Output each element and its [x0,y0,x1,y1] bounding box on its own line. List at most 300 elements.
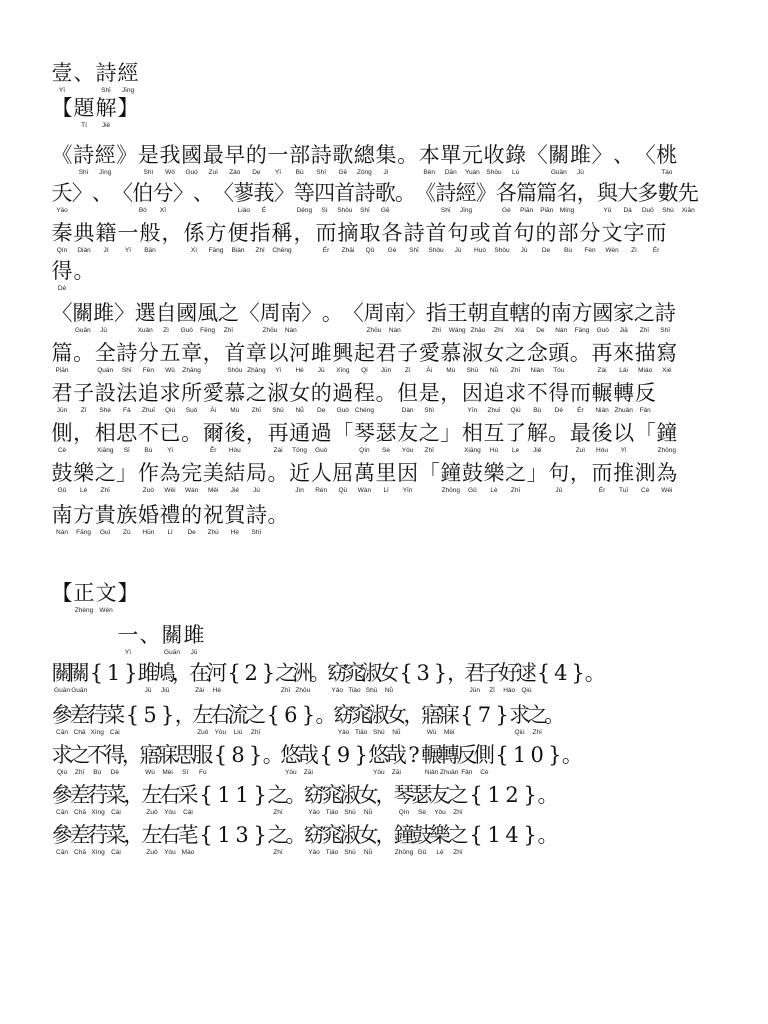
pinyin-label: Zài [597,367,607,374]
hanzi-char: 名 [556,181,578,205]
hanzi-char: 〈 [51,301,73,325]
hanzi-char: 程 [353,381,375,405]
hanzi-char: 子 [481,661,503,685]
pinyin-label: Fǎn [639,407,651,414]
pinyin-label: Zhāng [182,367,201,374]
hanzi-char: 《 [51,143,73,167]
text-line [0,622,768,662]
hanzi-char: 雎 [310,341,332,365]
pinyin-label: Xuǎn [137,327,153,334]
pinyin-label: Rén [315,487,328,494]
hanzi-char: 鐘 [656,421,678,445]
hanzi-char: 之 [526,703,548,727]
hanzi-char: 輾 [591,381,613,405]
pinyin-label: Jié [230,487,239,494]
hanzi-char: 。 [569,341,591,365]
hanzi-char: 之 [267,783,289,807]
pinyin-label: Yīn [467,407,478,414]
pinyin-label: Guó [596,327,609,334]
hanzi-char: 瑟 [411,783,433,807]
hanzi-char: 直 [488,301,510,325]
hanzi-char: } [523,783,537,807]
pinyin-label: Jīng [459,207,473,214]
pinyin-label: Yǐ [275,367,281,374]
pinyin-label: Lù [511,169,520,176]
hanzi-char: 。 [561,743,583,767]
hanzi-char: 國 [176,301,198,325]
hanzi-char: 悠 [280,743,302,767]
hanzi-char: 五 [159,341,181,365]
pinyin-label: Jiū [161,687,170,694]
hanzi-char: 窈 [303,783,325,807]
hanzi-char: 解 [95,96,117,120]
hanzi-char: 。 [285,783,307,807]
hanzi-char: 求 [505,381,527,405]
hanzi-char: 》 [116,143,138,167]
pinyin-label: Xiě [662,367,672,374]
pinyin-label: Jūn [469,687,481,694]
pinyin-label: Zhī [250,729,261,736]
hanzi-char: { [536,661,551,685]
pinyin-label: Dé [110,769,119,776]
pinyin-label: Wén [99,607,113,614]
hanzi-char: 」 [440,421,462,445]
pinyin-label: Jū [576,169,584,176]
hanzi-char: 淑 [368,703,390,727]
hanzi-char: { [460,703,474,727]
hanzi-char: } [523,823,537,847]
hanzi-char: 」 [116,461,138,485]
pinyin-label: Yǎo [308,849,320,856]
pinyin-label: Shū [272,407,284,414]
pinyin-label: Cè [57,447,67,454]
hanzi-char: 是 [418,381,440,405]
pinyin-label: Lǐ [383,487,389,494]
hanzi-char: 的 [310,381,332,405]
hanzi-char: { [399,661,413,685]
pinyin-label: Mèi [162,769,173,776]
pinyin-label: De [536,327,545,334]
hanzi-char: 轉 [613,381,635,405]
hanzi-char: 轄 [509,301,531,325]
hanzi-char: 》 [475,181,497,205]
pinyin-label: Zhuǎn [439,769,459,776]
hanzi-char: 國 [592,301,614,325]
pinyin-label: Yāo [56,207,68,214]
pinyin-label: Shū [466,367,479,374]
hanzi-char: 詩 [73,143,95,167]
hanzi-char: 指 [249,221,271,245]
pinyin-label: Jù [454,247,462,254]
hanzi-char: 1 [487,823,501,847]
hanzi-char: 〉 [273,181,295,205]
hanzi-char: 女 [385,703,407,727]
pinyin-label: Fú [199,769,207,776]
hanzi-char: 雎 [569,143,591,167]
pinyin-label: Yòu [164,809,176,816]
hanzi-char: 窕 [321,783,343,807]
hanzi-char: 部 [557,221,579,245]
pinyin-label: Cān [56,809,68,816]
hanzi-char: 分 [137,341,159,365]
hanzi-char: 求 [159,381,181,405]
pinyin-label: Jīng [121,87,135,94]
pinyin-label: Xiá [514,327,525,334]
pinyin-label: Ér [598,487,606,494]
pinyin-label: Zì [631,247,637,254]
pinyin-label: Shū [344,849,356,856]
hanzi-char: 貴 [94,503,116,527]
hanzi-char: 1 [217,823,231,847]
hanzi-char: 後 [224,421,246,445]
pinyin-label: Qiú [514,729,525,736]
hanzi-char: 分 [579,221,601,245]
pinyin-label: Fāng [208,247,224,254]
pinyin-label: Nán [56,529,68,536]
pinyin-label: Bó [138,207,147,214]
hanzi-char: ， [293,221,315,245]
hanzi-char: 〈 [634,143,656,167]
pinyin-label: Ér [652,247,660,254]
hanzi-char: 、 [73,61,95,85]
pinyin-label: Chā [73,729,86,736]
hanzi-char: 樂 [429,823,451,847]
hanzi-char: 好 [498,661,520,685]
pinyin-label: Nǚ [489,367,499,374]
pinyin-label: Shōu [486,169,502,176]
hanzi-char: } [253,783,267,807]
hanzi-char: 結 [224,461,246,485]
pinyin-label: Lái [619,367,628,374]
pinyin-label: Gē [380,207,390,214]
hanzi-char: 求 [509,703,531,727]
hanzi-char: 不 [137,421,159,445]
hanzi-char: 右 [159,783,181,807]
hanzi-char: 思 [174,743,196,767]
pinyin-label: Cān [56,849,68,856]
pinyin-label: Yòu [214,729,227,736]
pinyin-label: Yī [124,649,132,656]
hanzi-char: 。 [544,703,566,727]
hanzi-char: 設 [94,381,116,405]
text-line [0,60,768,100]
hanzi-char: 淑 [267,381,289,405]
pinyin-label: Ér [322,247,330,254]
hanzi-char: 河 [206,661,228,685]
hanzi-char: 而 [569,381,591,405]
hanzi-char: 「 [418,461,440,485]
pinyin-label: Cān [56,729,68,736]
hanzi-char: 反 [634,381,656,405]
hanzi-char: 一 [117,623,139,647]
pinyin-label: Sè [418,809,426,816]
hanzi-char: 哉 [385,743,407,767]
hanzi-char: 句 [447,221,469,245]
hanzi-char: 是 [137,143,159,167]
hanzi-char: { [469,783,483,807]
hanzi-char: 詩 [310,143,332,167]
pinyin-label: Hè [230,529,239,536]
pinyin-label: Hòu [228,447,241,454]
hanzi-char: 1 [217,783,231,807]
hanzi-char: 轉 [438,743,460,767]
hanzi-char: 籍 [95,221,117,245]
pinyin-label: Yòu [164,849,176,856]
hanzi-char: 描 [634,341,656,365]
pinyin-label: Qiú [510,407,521,414]
pinyin-label: Tuī [619,487,629,494]
hanzi-char: 在 [189,661,211,685]
hanzi-char: 。 [285,823,307,847]
text-line [0,702,768,742]
hanzi-char: 子 [397,341,419,365]
hanzi-char: 差 [69,783,91,807]
pinyin-label: Xìng [91,809,105,816]
pinyin-label: Cài [109,729,120,736]
hanzi-char: 風 [197,301,219,325]
pinyin-label: Nǚ [363,809,373,816]
hanzi-char: ? [408,743,420,767]
hanzi-char: 服 [192,743,214,767]
hanzi-char: 9 [336,743,351,767]
hanzi-char: 推 [613,461,635,485]
hanzi-char: 。 [321,301,343,325]
hanzi-char: 關 [72,301,94,325]
text-line [0,220,768,260]
pinyin-label: Zhī [510,487,521,494]
hanzi-char: } [495,703,509,727]
hanzi-char: 參 [51,783,73,807]
hanzi-char: 之 [505,341,527,365]
pinyin-label: Shū [365,687,378,694]
pinyin-label: Wǔ [165,367,175,374]
pinyin-label: Hūn [142,529,155,536]
hanzi-char: 、 [192,181,214,205]
hanzi-char: 1 [235,783,249,807]
hanzi-char: 《 [415,181,437,205]
hanzi-char: 鼓 [461,461,483,485]
hanzi-char: ， [121,743,143,767]
hanzi-char: 之 [505,461,527,485]
pinyin-label: Shì [143,169,154,176]
hanzi-char: 蓼 [233,181,255,205]
hanzi-char: 以 [613,421,635,445]
hanzi-char: 篇 [536,181,558,205]
hanzi-char: 右 [209,703,231,727]
pinyin-label: Shī [121,367,132,374]
pinyin-label: Zhī [424,447,434,454]
pinyin-label: Tiǎo [354,729,368,736]
pinyin-label: De [252,169,261,176]
hanzi-char: 差 [69,703,91,727]
pinyin-label: Gǔ [468,487,477,494]
pinyin-label: Bù [564,247,572,254]
pinyin-label: Cǎi [183,809,193,816]
hanzi-char: 之 [69,743,91,767]
hanzi-char: 篇 [516,181,538,205]
pinyin-label: Zhuī [487,407,501,414]
hanzi-char: 逑 [515,661,537,685]
hanzi-char: 詩 [245,503,267,527]
pinyin-label: Shǒu [428,247,444,254]
pinyin-label: Mù [446,367,456,374]
pinyin-label: Nǚ [295,407,304,414]
pinyin-label: É [261,207,267,214]
hanzi-char: 萬 [353,461,375,485]
hanzi-char: 6 [284,703,298,727]
hanzi-char: ， [403,703,425,727]
pinyin-label: Huò [474,247,486,254]
hanzi-char: } [261,661,276,685]
hanzi-char: 詩 [403,221,425,245]
hanzi-char: 關 [161,623,183,647]
pinyin-label: Yōu [373,769,385,776]
pinyin-label: Měi [207,487,219,494]
hanzi-char: 〈 [112,181,134,205]
hanzi-char: 〉 [71,181,93,205]
hanzi-char: { [199,823,213,847]
pinyin-label: Sè [382,447,390,454]
pinyin-label: Yī [274,169,282,176]
hanzi-char: } [160,703,175,727]
hanzi-char: 周 [259,301,281,325]
hanzi-char: 琴 [353,421,375,445]
pinyin-label: Cè [480,769,489,776]
pinyin-label: Yǒu [401,447,414,454]
hanzi-char: 鐘 [440,461,462,485]
pinyin-label: Yǎo [308,809,320,816]
hanzi-char: ， [375,783,397,807]
text-line [0,180,768,220]
pinyin-label: Shǒu [227,367,243,374]
pinyin-label: Sī [123,447,130,454]
pinyin-label: Shù [662,207,674,214]
pinyin-label: Zì [163,327,169,334]
pinyin-label: Dàn [401,407,414,414]
pinyin-label: Guò [315,447,328,454]
pinyin-label: Liǎo [237,207,250,214]
hanzi-char: 3 [235,823,249,847]
pinyin-label: Qín [56,247,68,254]
hanzi-char: 再 [591,341,613,365]
pinyin-label: Lè [490,487,498,494]
hanzi-char: 菜 [105,823,127,847]
pinyin-label: Zhǐ [431,327,441,334]
pinyin-label: Qǔ [365,247,375,254]
hanzi-char: { [89,661,104,685]
hanzi-char: 各 [381,221,403,245]
text-line [0,340,768,380]
pinyin-label: Zhī [532,729,542,736]
hanzi-char: { [227,661,241,685]
hanzi-char: 。 [309,661,331,685]
pinyin-label: Jiě [533,447,542,454]
hanzi-char: 女 [378,661,400,685]
hanzi-char: 頭 [548,341,570,365]
hanzi-char: 不 [526,381,548,405]
pinyin-label: Yōu [285,769,297,776]
hanzi-char: 之 [633,301,655,325]
hanzi-char: 。 [73,259,95,283]
hanzi-char: 淑 [339,783,361,807]
hanzi-char: 屈 [332,461,354,485]
hanzi-char: 。 [537,783,559,807]
hanzi-char: 大 [617,181,639,205]
hanzi-char: 【 [51,96,73,120]
pinyin-label: Hé [212,687,221,694]
pinyin-label: Zhōng [441,487,461,494]
pinyin-label: Wén [605,247,619,254]
pinyin-label: Piān [55,367,69,374]
pinyin-label: Qǐ [361,367,368,374]
hanzi-char: 解 [526,421,548,445]
hanzi-char: 祝 [202,503,224,527]
hanzi-char: 朝 [467,301,489,325]
hanzi-char: 作 [137,461,159,485]
hanzi-char: } [301,703,316,727]
hanzi-char: 通 [289,421,311,445]
hanzi-char: 南 [51,503,73,527]
hanzi-char: 雎 [93,301,115,325]
hanzi-char: 文 [601,221,623,245]
pinyin-label: Zhāi [341,247,355,254]
hanzi-char: 哉 [297,743,319,767]
pinyin-label: Shī [660,327,671,334]
hanzi-char: 美 [202,461,224,485]
hanzi-char: ， [447,661,469,685]
pinyin-label: Fāng [76,529,91,536]
hanzi-char: 法 [116,381,138,405]
pinyin-label: Nǚ [363,849,373,856]
hanzi-char: ， [569,461,591,485]
pinyin-label: Zǐ [489,687,495,694]
pinyin-label: Gǔ [417,849,427,856]
pinyin-label: Wàn [357,487,372,494]
hanzi-char: 的 [181,503,203,527]
hanzi-char: 之 [275,661,297,685]
hanzi-char: 、 [91,181,113,205]
hanzi-char: 鼓 [411,823,433,847]
pinyin-label: Qín [359,447,370,454]
pinyin-label: Xiān [681,207,695,214]
pinyin-label: Guān [54,687,70,694]
pinyin-label: De [317,407,326,414]
pinyin-label: Yǒu [434,809,446,816]
hanzi-char: ， [245,421,267,445]
hanzi-char: 女 [483,341,505,365]
hanzi-char: 因 [397,461,419,485]
hanzi-char: } [248,743,263,767]
pinyin-label: Qiú [164,407,176,414]
hanzi-char: 鼓 [51,461,73,485]
pinyin-label: Gē [338,169,348,176]
hanzi-char: 詩 [116,341,138,365]
pinyin-label: Zhōng [657,447,677,454]
hanzi-char: 元 [461,143,483,167]
hanzi-char: 壹 [51,61,73,85]
hanzi-char: 題 [73,96,95,120]
pinyin-label: Dà [623,207,632,214]
pinyin-label: Duō [641,207,654,214]
pinyin-label: Zǎo [229,169,241,176]
hanzi-char: ， [171,661,193,685]
hanzi-char: 窈 [326,661,348,685]
hanzi-char: 四 [314,181,336,205]
pinyin-label: Qiú [56,769,68,776]
hanzi-char: 。 [537,823,559,847]
pinyin-label: Tōng [292,447,307,454]
pinyin-label: Zú [123,529,131,536]
